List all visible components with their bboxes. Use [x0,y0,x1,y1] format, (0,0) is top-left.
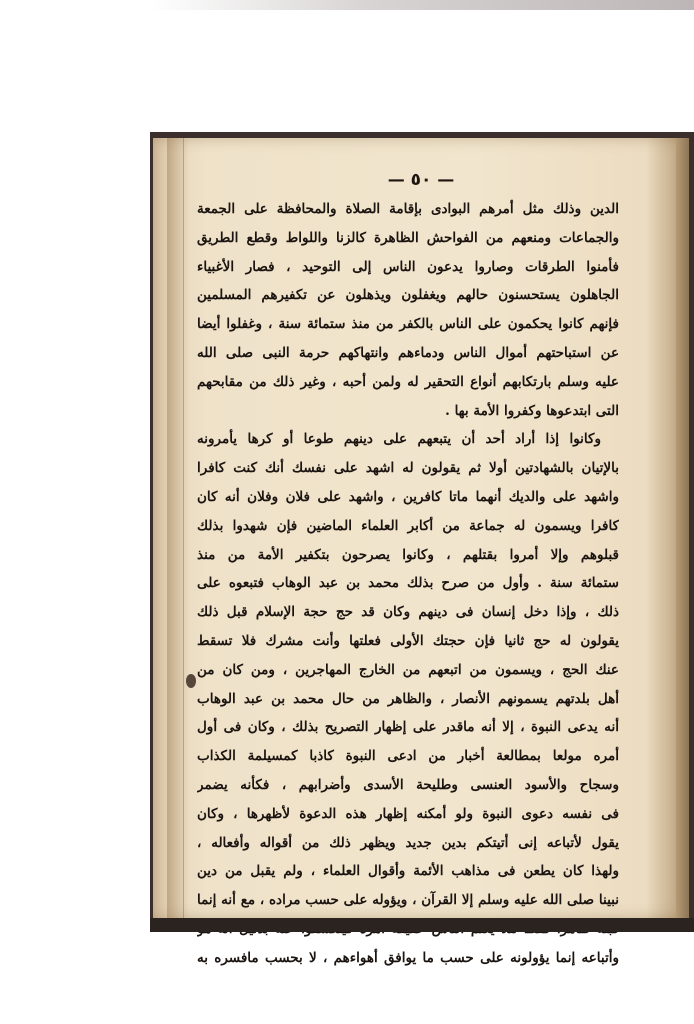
text-line: ذلك ، وإذا دخل إنسان فى دينهم وكان قد حج حجة الإسلام قبل ذلك [197,604,619,621]
page-gutter-shadow [167,138,189,918]
text-line: أمره مولعا بمطالعة أخبار من ادعى النبوة كاذبا كمسيلمة الكذاب [197,748,619,765]
text-line: فأمنوا الطرقات وصاروا يدعون الناس إلى التوحيد ، فصار الأغبياء [197,258,619,275]
text-line: الجاهلون يستحسنون حالهم ويغفلون ويذهلون عن تكفيرهم المسلمين [197,287,619,304]
scan-top-strip [150,0,694,10]
text-line: عنك الحج ، ويسمون من اتبعهم من الخارج المهاجرين ، ومن كان من [197,661,619,678]
text-line: ستمائة سنة . وأول من صرح بذلك محمد بن عبد الوهاب فتبعوه على [197,575,619,592]
page-number: — ٥٠ — [387,170,455,190]
text-line: واشهد على والديك أنهما ماتا كافرين ، واشهد على فلان وفلان أنه كان [197,488,619,505]
book-page [153,138,689,966]
text-line: أهل بلدتهم يسمونهم الأنصار ، والظاهر من حال محمد بن عبد الوهاب [197,690,619,707]
text-line: الدين وذلك مثل أمرهم البوادى بإقامة الصلاة والمحافظة على الجمعة [197,201,619,217]
text-line: أنه يدعى النبوة ، إلا أنه ماقدر على إظهار التصريح بذلك ، وكان فى أول [197,719,619,736]
text-line: وكانوا إذا أراد أحد أن يتبعهم على دينهم طوعا أو كرها يأمرونه [197,431,601,448]
page-fold-line [183,138,184,918]
text-line: فإنهم كانوا يحكمون على الناس بالكفر من منذ ستمائة سنة ، وغفلوا أيضا [197,316,619,333]
text-line: وأتباعه إنما يؤولونه على حسب ما يوافق أهواءهم ، لا بحسب مافسره به [197,949,619,966]
text-line: والجماعات ومنعهم من الفواحش الظاهرة كالزنا واللواط وقطع الطريق [197,229,619,246]
text-line: قبلوهم وإلا أمروا بقتلهم ، وكانوا يصرحون بتكفير الأمة من منذ [197,546,619,563]
text-line: نبينا صلى الله عليه وسلم إلا القرآن ، ويؤوله على حسب مراده ، مع أنه إنما [197,892,619,909]
binding-hole [186,674,196,688]
scan-bottom-shadow [150,918,694,932]
page-edge [676,138,689,918]
text-line: عليه وسلم بارتكابهم أنواع التحقير له ولمن أحبه ، وغير ذلك من مقابحهم [197,373,619,390]
text-line: وسجاح والأسود العنسى وطليحة الأسدى وأضرابهم ، فكأنه يضمر [197,776,619,793]
text-line: بالإتيان بالشهادتين أولا ثم يقولون له اشهد على نفسك أنك كنت كافرا [197,460,619,477]
text-line: كافرا ويسمون له جماعة من أكابر العلماء الماضين فإن شهدوا بذلك [197,517,619,534]
page-body-text [197,195,619,973]
text-line: يقولون له حج ثانيا فإن حجتك الأولى فعلتها وأنت مشرك فلا تسقط [197,632,619,649]
text-line: التى ابتدعوها وكفروا الأمة بها . [445,402,619,419]
text-line: ولهذا كان يطعن فى مذاهب الأئمة وأقوال العلماء ، ولم يقبل من دين [197,863,619,880]
text-line: عن استباحتهم أموال الناس ودماءهم وانتهاكهم حرمة النبى صلى الله [197,344,619,361]
text-line: يقول لأتباعه إنى أتيتكم بدين جديد ويظهر ذلك من أقواله وأفعاله ، [197,834,619,851]
text-line: فى نفسه دعوى النبوة ولو أمكنه إظهار هذه الدعوة لأظهرها ، وكان [197,805,619,822]
